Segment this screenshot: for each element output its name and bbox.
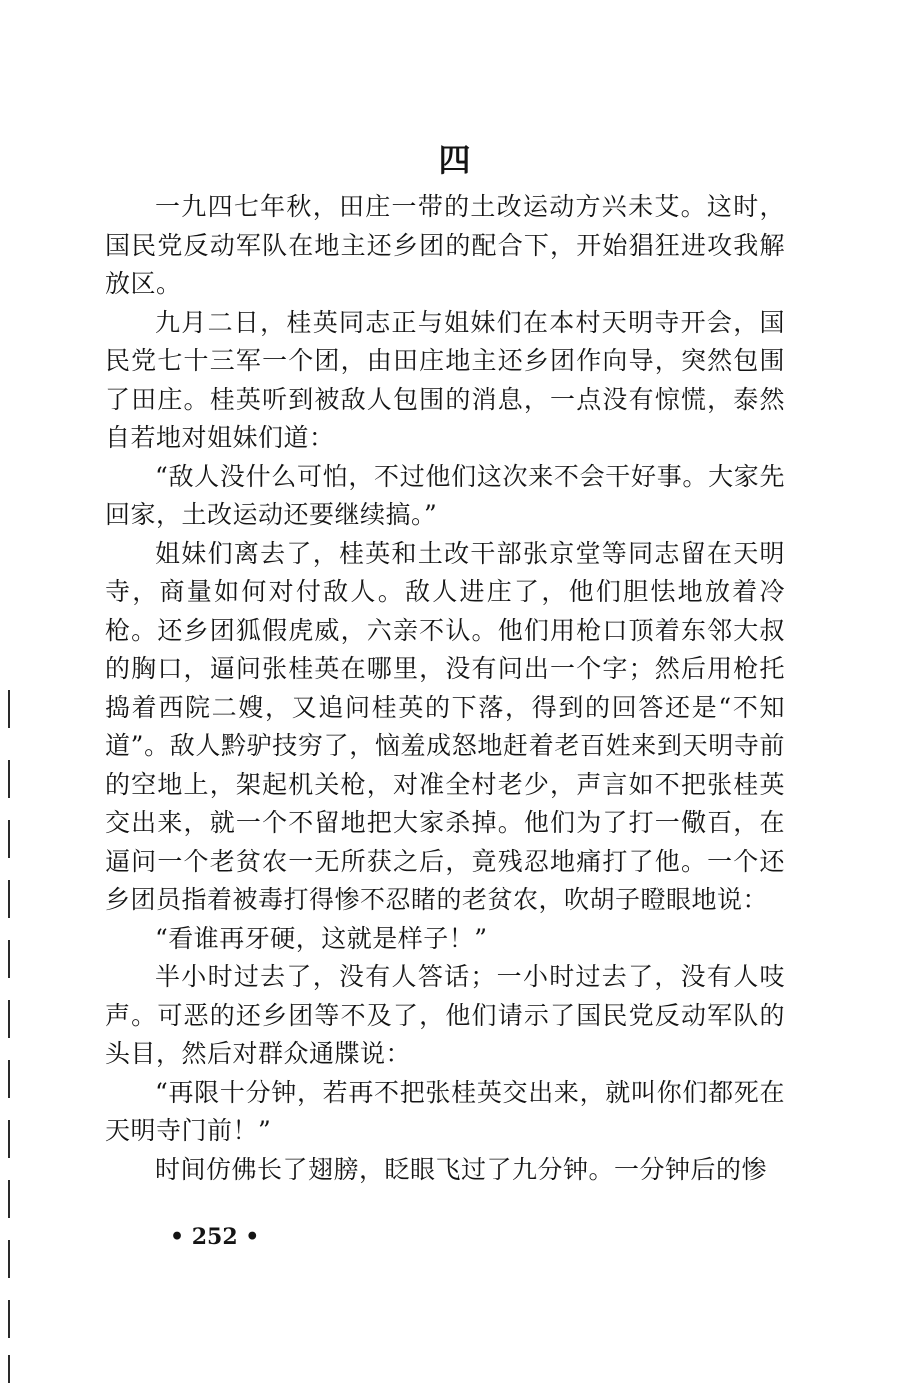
scan-edge-mark: [8, 1180, 10, 1218]
paragraph: “看谁再牙硬，这就是样子！”: [155, 923, 488, 953]
scan-edge-mark: [8, 880, 10, 918]
body-text: [105, 188, 785, 1189]
scan-edge-mark: [8, 820, 10, 858]
scan-edge-mark: [8, 1000, 10, 1038]
scan-edge-mark: [8, 1355, 10, 1383]
scan-edge-mark: [8, 1120, 10, 1158]
scan-edge-mark: [8, 690, 10, 728]
paragraph: “再限十分钟，若再不把张桂英交出来，就叫你们都死在天明寺门前！”: [105, 1077, 785, 1145]
paragraph: 姐妹们离去了，桂英和土改干部张京堂等同志留在天明寺，商量如何对付敌人。敌人进庄了，他们胆怯地放着冷枪。还乡团狐假虎威，六亲不认。他们用枪口顶着东邻大叔的胸口，逼问张桂英在哪里，没有问出一个字；然后用枪托捣着西院二嫂，又追问桂英的下落，得到的回答还是“不知道”。敌人黔驴技穷了，恼羞成怒地赶着老百姓来到天明寺前的空地上，架起机关枪，对准全村老少，声言如不把张桂英交出来，就一个不留地把大家杀掉。他们为了打一儆百，在逼问一个老贫农一无所获之后，竟残忍地痛打了他。一个还乡团员指着被毒打得惨不忍睹的老贫农，吹胡子瞪眼地说：: [105, 538, 785, 914]
scan-edge-mark: [8, 1060, 10, 1098]
scan-edge-mark: [8, 1300, 10, 1338]
scan-edge-mark: [8, 940, 10, 978]
paragraph: 一九四七年秋，田庄一带的土改运动方兴未艾。这时，国民党反动军队在地主还乡团的配合下，开始猖狂进攻我解放区。: [105, 192, 785, 298]
chapter-heading: 四: [438, 141, 471, 179]
scan-edge-mark: [8, 760, 10, 798]
paragraph: “敌人没什么可怕，不过他们这次来不会干好事。大家先回家，土改运动还要继续搞。”: [105, 461, 785, 529]
paragraph: 时间仿佛长了翅膀，眨眼飞过了九分钟。一分钟后的惨: [155, 1154, 768, 1184]
paragraph: 九月二日，桂英同志正与姐妹们在本村天明寺开会，国民党七十三军一个团，由田庄地主还乡团作向导，突然包围了田庄。桂英听到被敌人包围的消息，一点没有惊慌，泰然自若地对姐妹们道：: [105, 307, 785, 452]
page-number: • 252 •: [170, 1224, 260, 1250]
paragraph: 半小时过去了，没有人答话；一小时过去了，没有人吱声。可恶的还乡团等不及了，他们请示了国民党反动军队的头目，然后对群众通牒说：: [105, 962, 785, 1068]
scan-edge-mark: [8, 1240, 10, 1278]
